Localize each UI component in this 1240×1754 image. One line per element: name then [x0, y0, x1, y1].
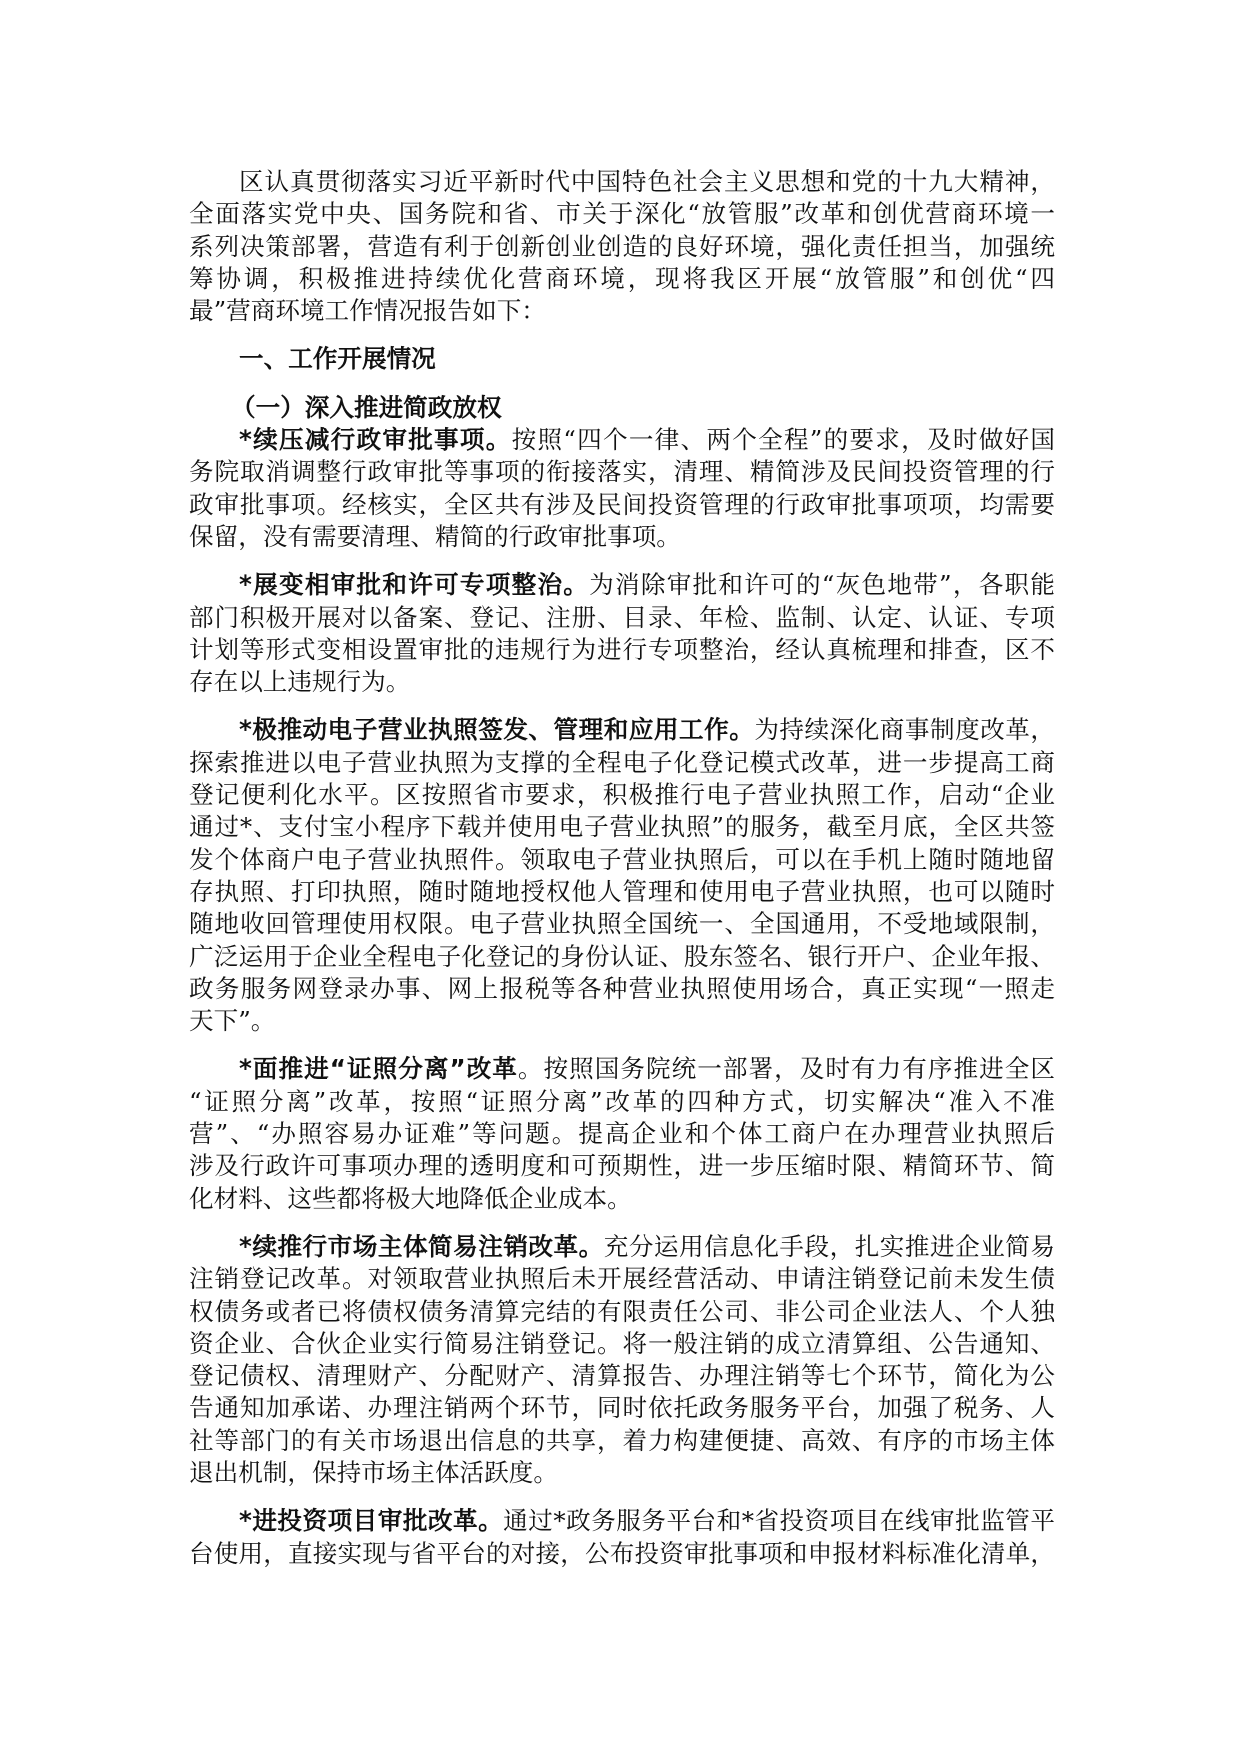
line-text: 存在以上违规行为。 — [189, 667, 411, 697]
text-line — [189, 1053, 1055, 1085]
line-text: 按照“四个一律、两个全程”的要求，及时做好国 — [511, 425, 1055, 455]
text-line — [189, 569, 1055, 601]
text-line — [189, 1296, 1055, 1328]
line-text: 登记便利化水平。区按照省市要求，积极推行电子营业执照工作，启动“企业 — [189, 780, 1055, 810]
text-line — [189, 1183, 1055, 1215]
text-line — [189, 876, 1055, 908]
line-text: 存执照、打印执照，随时随地授权他人管理和使用电子营业执照，也可以随时 — [189, 876, 1055, 906]
text-line — [189, 456, 1055, 488]
paragraph-lead: *续压减行政审批事项。 — [239, 425, 512, 455]
intro-paragraph — [189, 166, 1055, 327]
text-line — [189, 1263, 1055, 1295]
paragraph-lead: *续推行市场主体简易注销改革。 — [239, 1231, 604, 1261]
line-text: 。按照国务院统一部署，及时有力有序推进全区 — [517, 1054, 1055, 1084]
line-text: “证照分离”改革，按照“证照分离”改革的四种方式，切实解决“准入不准 — [189, 1086, 1055, 1116]
body-paragraph — [189, 1505, 1055, 1570]
line-text: 台使用，直接实现与省平台的对接，公布投资审批事项和申报材料标准化清单， — [189, 1538, 1055, 1568]
body-paragraph — [189, 424, 1055, 553]
paragraph-lead: *极推动电子营业执照签发、管理和应用工作。 — [239, 715, 755, 745]
line-text: 发个体商户电子营业执照件。领取电子营业执照后，可以在手机上随时随地留 — [189, 844, 1055, 874]
line-text: 告通知加承诺、办理注销两个环节，同时依托政务服务平台，加强了税务、人 — [189, 1393, 1055, 1423]
text-line — [189, 908, 1055, 940]
body-paragraph — [189, 1231, 1055, 1489]
line-text: 天下”。 — [189, 1006, 276, 1036]
line-text: 退出机制，保持市场主体活跃度。 — [189, 1457, 558, 1487]
line-text: 社等部门的有关市场退出信息的共享，着力构建便捷、高效、有序的市场主体 — [189, 1425, 1055, 1455]
body-paragraph — [189, 714, 1055, 1037]
line-text: 计划等形式变相设置审批的违规行为进行专项整治，经认真梳理和排查，区不 — [189, 634, 1055, 664]
line-text: 务院取消调整行政审批等事项的衔接落实，清理、精简涉及民间投资管理的行 — [189, 457, 1055, 487]
text-line — [189, 844, 1055, 876]
line-text: 为持续深化商事制度改革， — [754, 715, 1055, 745]
text-line — [189, 1150, 1055, 1182]
line-text: 政务服务网登录办事、网上报税等各种营业执照使用场合，真正实现“一照走 — [189, 973, 1055, 1003]
line-text: 政审批事项。经核实，全区共有涉及民间投资管理的行政审批事项项，均需要 — [189, 489, 1055, 519]
text-line — [189, 1005, 1055, 1037]
section-heading: 一、工作开展情况 — [239, 344, 436, 374]
line-text: 涉及行政许可事项办理的透明度和可预期性，进一步压缩时限、精简环节、简 — [189, 1151, 1055, 1181]
body-paragraph — [189, 1053, 1055, 1214]
line-text: 探索推进以电子营业执照为支撑的全程电子化登记模式改革，进一步提高工商 — [189, 747, 1055, 777]
text-line — [189, 714, 1055, 746]
text-line — [189, 941, 1055, 973]
body-paragraph — [189, 569, 1055, 698]
text-line — [189, 1360, 1055, 1392]
text-line — [189, 1425, 1055, 1457]
subsection-heading: （一）深入推进简政放权 — [231, 392, 502, 422]
text-line — [189, 973, 1055, 1005]
line-text: 广泛运用于企业全程电子化登记的身份认证、股东签名、银行开户、企业年报、 — [189, 941, 1055, 971]
text-line — [189, 1505, 1055, 1537]
line-text: 化材料、这些都将极大地降低企业成本。 — [189, 1183, 632, 1213]
text-line — [189, 634, 1055, 666]
document-page — [189, 166, 1055, 1570]
paragraph-lead: *展变相审批和许可专项整治。 — [239, 570, 590, 600]
text-line: 最”营商环境工作情况报告如下： — [189, 296, 546, 326]
text-line — [189, 811, 1055, 843]
line-text: 注销登记改革。对领取营业执照后未开展经营活动、申请注销登记前未发生债 — [189, 1264, 1055, 1294]
text-line — [189, 1457, 1055, 1489]
text-line — [189, 1392, 1055, 1424]
line-text: 营”、“办照容易办证难”等问题。提高企业和个体工商户在办理营业执照后 — [189, 1119, 1055, 1149]
text-line — [189, 779, 1055, 811]
text-line — [189, 747, 1055, 779]
text-line — [189, 1118, 1055, 1150]
text-line — [189, 1328, 1055, 1360]
line-text: 权债务或者已将债权债务清算完结的有限责任公司、非公司企业法人、个人独 — [189, 1296, 1055, 1326]
text-line: 区认真贯彻落实习近平新时代中国特色社会主义思想和党的十九大精神， — [239, 167, 1055, 196]
text-line — [189, 521, 1055, 553]
line-text: 部门积极开展对以备案、登记、注册、目录、年检、监制、认定、认证、专项 — [189, 602, 1055, 632]
text-line — [189, 1231, 1055, 1263]
text-line: 全面落实党中央、国务院和省、市关于深化“放管服”改革和创优营商环境一 — [189, 199, 1055, 229]
line-text: 为消除审批和许可的“灰色地带”，各职能 — [589, 570, 1055, 600]
line-text: 保留，没有需要清理、精简的行政审批事项。 — [189, 521, 681, 551]
line-text: 通过*政务服务平台和*省投资项目在线审批监管平 — [503, 1506, 1055, 1536]
line-text: 资企业、合伙企业实行简易注销登记。将一般注销的成立清算组、公告通知、 — [189, 1328, 1055, 1358]
text-line — [189, 602, 1055, 634]
line-text: 通过*、支付宝小程序下载并使用电子营业执照”的服务，截至月底，全区共签 — [189, 812, 1055, 842]
line-text: 随地收回管理使用权限。电子营业执照全国统一、全国通用，不受地域限制， — [189, 909, 1055, 939]
text-line — [189, 489, 1055, 521]
paragraph-lead: *面推进“证照分离”改革 — [239, 1054, 518, 1084]
text-line — [189, 424, 1055, 456]
line-text: 充分运用信息化手段，扎实推进企业简易 — [603, 1231, 1055, 1261]
paragraph-lead: *进投资项目审批改革。 — [239, 1506, 504, 1536]
text-line: 系列决策部署，营造有利于创新创业创造的良好环境，强化责任担当，加强统 — [189, 231, 1055, 261]
text-line: 筹协调，积极推进持续优化营商环境，现将我区开展“放管服”和创优“四 — [189, 263, 1055, 293]
text-line — [189, 1538, 1055, 1570]
text-line — [189, 666, 1055, 698]
line-text: 登记债权、清理财产、分配财产、清算报告、办理注销等七个环节，简化为公 — [189, 1361, 1055, 1391]
text-line — [189, 1086, 1055, 1118]
